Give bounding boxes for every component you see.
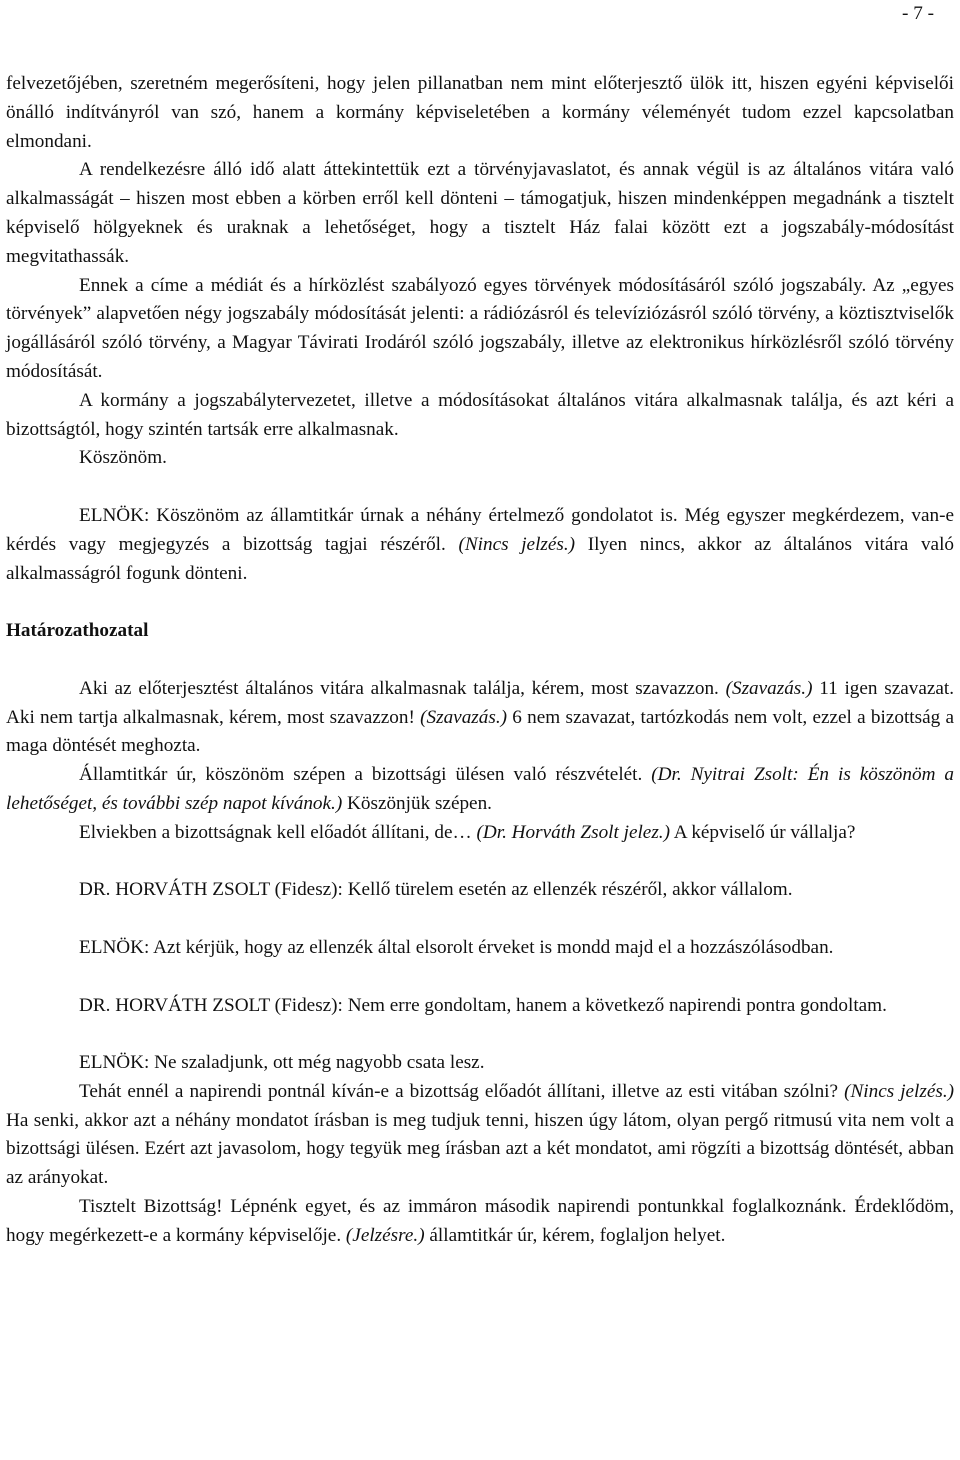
stage-direction: (Jelzésre.) — [345, 1224, 425, 1246]
section-heading: Határozathozatal — [6, 620, 149, 642]
speech-text: Tisztelt Bizottság! Lépnénk egyet, és az immáron második napirendi pontunkkal foglalkoznánk. Érdeklődöm, hogy megérkezett-e a kormány képviselője. — [6, 1196, 954, 1246]
spacer — [6, 1020, 954, 1049]
stage-direction: (Nincs jelzés.) — [458, 533, 576, 555]
paragraph: A kormány a jogszabálytervezetet, illetve a módosításokat általános vitára alkalmasnak találja, és azt kéri a bizottságtól, hogy szintén tartsák erre alkalmasnak. — [6, 389, 954, 440]
speech-paragraph — [6, 1078, 954, 1193]
spacer — [6, 646, 954, 675]
spacer — [6, 473, 954, 502]
speech-paragraph — [6, 502, 954, 588]
speech-paragraph — [6, 1193, 954, 1251]
speech-text: 11 igen szavazat. Aki nem tartja alkalmasnak, kérem, most szavazzon! — [6, 677, 954, 728]
stage-direction: (Szavazás.) — [725, 677, 813, 699]
stage-direction: (Nincs jelzés.) — [844, 1080, 955, 1102]
spacer — [6, 848, 954, 877]
spacer — [6, 588, 954, 617]
speech-text: 6 nem szavazat, tartózkodás nem volt, ezzel a bizottság a maga döntését meghozta. — [6, 706, 955, 757]
spacer — [6, 963, 954, 992]
speech-paragraph: DR. HORVÁTH ZSOLT (Fidesz): Nem erre gondoltam, hanem a következő napirendi pontra gondoltam. — [79, 994, 887, 1016]
speech-paragraph: ELNÖK: Azt kérjük, hogy az ellenzék által elsorolt érveket is mondd majd el a hozzászólásodban. — [79, 936, 834, 958]
speech-text: ELNÖK: Köszönöm az államtitkár úrnak a néhány értelmező gondolatot is. Még egyszer megkérdezem, van-e kérdés vagy megjegyzés a bizottság tagjai részéről. — [6, 504, 954, 555]
paragraph: felvezetőjében, szeretném megerősíteni, hogy jelen pillanatban nem mint előterjesztő ülök itt, hiszen egyéni képviselői önálló indítványról van szó, hanem a kormány képviseletében a kormány véleményét tudom ezzel kapcsolatban elmondani. — [6, 73, 954, 152]
speech-paragraph — [6, 675, 954, 761]
speech-text: A képviselő úr vállalja? — [673, 821, 856, 843]
document-body — [6, 70, 954, 1251]
speech-text: Köszönjük szépen. — [347, 792, 492, 814]
speech-paragraph — [6, 761, 954, 819]
speech-text: Ha senki, akkor azt a néhány mondatot írásban is meg tudjuk tenni, hiszen úgy látom, olyan pergő ritmusú vita nem volt a bizottsági ülésen. Ezért azt javasolom, hogy tegyük meg írásban azt a két mondatot, ami rögzíti a bizottság döntését, abban az arányokat. — [6, 1109, 954, 1189]
page-number: - 7 - — [902, 3, 934, 24]
stage-direction: (Dr. Nyitrai Zsolt: Én is köszönöm a lehetőséget, és további szép napot kívánok.) — [6, 764, 954, 814]
stage-direction: (Szavazás.) — [420, 706, 508, 728]
speech-text: Tehát ennél a napirendi pontnál kíván-e a bizottság előadót állítani, illetve az esti vitában szólni? — [79, 1080, 839, 1102]
speech-text: Aki az előterjesztést általános vitára alkalmasnak találja, kérem, most szavazzon. — [79, 677, 719, 699]
speech-paragraph — [6, 819, 954, 848]
speech-text: Államtitkár úr, köszönöm szépen a bizottsági ülésen való részvételét. — [79, 764, 643, 786]
paragraph: Ennek a címe a médiát és a hírközlést szabályozó egyes törvények módosításáról szóló jogszabály. Az „egyes törvények” alapvetően négy jogszabály módosítását jelenti: a rádiózásról és televíziózásról szóló törvény, a köztisztviselők jogállásáról szóló törvény, a Magyar Távirati Irodáról szóló jogszabály, illetve az elektronikus hírközlésről szóló törvény módosítását. — [6, 274, 954, 382]
speech-paragraph: DR. HORVÁTH ZSOLT (Fidesz): Kellő türelem esetén az ellenzék részéről, akkor vállalom. — [79, 879, 793, 901]
speech-paragraph: ELNÖK: Ne szaladjunk, ott még nagyobb csata lesz. — [79, 1052, 485, 1074]
speech-text: Ilyen nincs, akkor az általános vitára való alkalmasságról fogunk dönteni. — [6, 533, 954, 584]
stage-direction: (Dr. Horváth Zsolt jelez.) — [476, 821, 670, 843]
paragraph: Köszönöm. — [79, 447, 167, 469]
spacer — [6, 905, 954, 934]
paragraph: A rendelkezésre álló idő alatt áttekintettük ezt a törvényjavaslatot, és annak végül is az általános vitára való alkalmasságát – hiszen most ebben a körben erről kell dönteni – támogatjuk, hiszen mindenképpen megadnánk a tisztelt képviselő hölgyeknek és uraknak a lehetőséget, hogy a tisztelt Ház falai között ezt a jogszabály-módosítást megvitathassák. — [6, 159, 954, 267]
speech-text: Elviekben a bizottságnak kell előadót állítani, de… — [79, 821, 472, 843]
speech-text: államtitkár úr, kérem, foglaljon helyet. — [429, 1224, 726, 1246]
